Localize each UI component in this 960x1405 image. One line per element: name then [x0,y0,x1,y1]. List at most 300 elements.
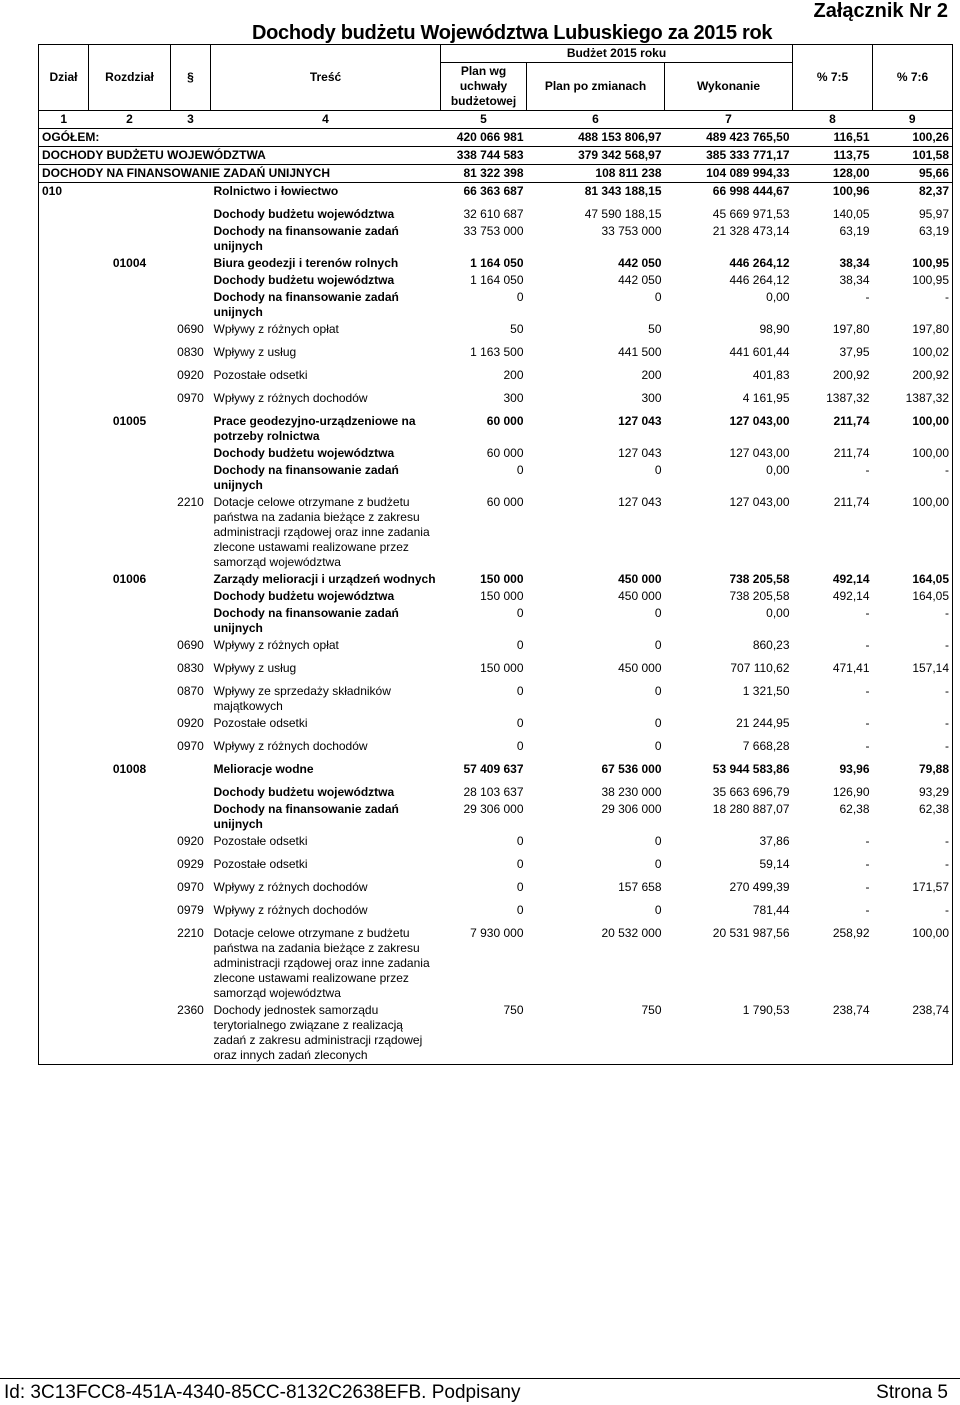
pct-7-6-value: 200,92 [873,367,953,384]
tresc-cell: Dochody na finansowanie zadań unijnych [213,290,399,319]
paragraf-cell: 0920 [177,368,204,382]
tresc-cell: Wpływy z różnych dochodów [213,880,368,894]
wykonanie-value: 20 531 987,56 [712,926,790,940]
wykonanie-value: 127 043,00 [729,495,790,509]
plan-po-zmianach-value: 108 811 238 [527,165,665,183]
paragraf-cell [171,445,211,462]
pct-7-6-value: 100,95 [873,272,953,289]
dzial-cell [39,588,89,605]
wykonanie-value: 21 244,95 [736,716,790,730]
pct-7-6-value: 157,14 [873,660,953,677]
par-row [39,494,953,571]
plan-po-zmianach-value: 0 [654,463,662,477]
rozdzial-cell [89,206,171,223]
tresc-cell: Pozostałe odsetki [213,716,308,730]
plan-po-zmianach-value: 67 536 000 [601,762,662,776]
plan-po-zmianach-value: 0 [654,684,662,698]
colnum: 5 [441,111,527,129]
pct-7-5-value: 211,74 [833,446,870,460]
plan-uchwaly-value: 0 [516,463,524,477]
tresc-cell: Wpływy z różnych opłat [213,638,339,652]
plan-po-zmianach-value: 38 230 000 [601,785,662,799]
plan-uchwaly-value: 60 000 [486,446,524,460]
header-wykonanie: Wykonanie [665,63,793,111]
tresc-cell: Dochody budżetu województwa [213,273,395,287]
rozdzial-cell [89,344,171,361]
plan-po-zmianach-value: 20 532 000 [601,926,662,940]
wykonanie-value: 66 998 444,67 [712,184,790,198]
summary-label: DOCHODY BUDŻETU WOJEWÓDZTWA [39,147,441,165]
dzial-cell [39,413,89,445]
summary-label: OGÓŁEM: [39,129,441,147]
dzial-cell [39,902,89,919]
pct-7-6-value: - [873,605,953,637]
dzial-cell [39,289,89,321]
summary-label: DOCHODY NA FINANSOWANIE ZADAŃ UNIJNYCH [39,165,441,183]
tresc-cell: Wpływy ze sprzedaży składników majątkowych [213,684,391,713]
paragraf-cell: 0970 [177,880,204,894]
pct-7-5-value: - [865,834,870,848]
dzial-cell [39,255,89,272]
plan-uchwaly-value: 300 [503,391,524,405]
plan-uchwaly-value: 32 610 687 [463,207,524,221]
plan-po-zmianach-value: 442 050 [618,273,662,287]
pct-7-6-value: 100,26 [873,129,953,147]
plan-uchwaly-value: 1 164 050 [470,273,524,287]
paragraf-cell [171,462,211,494]
tresc-cell: Dotacje celowe otrzymane z budżetu państwa na zadania bieżące z zakresu administracji rządowej oraz inne zadania zlecone ustawami realizowane przez samorząd województwa [213,926,430,1000]
plan-uchwaly-value: 200 [503,368,524,382]
plan-po-zmianach-value: 29 306 000 [601,802,662,816]
pct-7-6-value: 100,00 [873,413,953,445]
plan-po-zmianach-value: 157 658 [618,880,662,894]
header-rozdzial: Rozdział [89,45,171,111]
dzial-cell [39,637,89,654]
plan-uchwaly-value: 81 322 398 [441,165,527,183]
pct-7-5-value: 62,38 [839,802,870,816]
plan-uchwaly-value: 0 [516,857,524,871]
paragraf-cell: 0920 [177,834,204,848]
plan-po-zmianach-value: 0 [654,834,662,848]
wykonanie-value: 860,23 [752,638,790,652]
tresc-cell: Dochody budżetu województwa [213,785,395,799]
rozdzial-cell [89,605,171,637]
tresc-cell: Melioracje wodne [213,762,314,776]
plan-po-zmianach-value: 127 043 [618,495,662,509]
budget-table [38,44,953,1065]
plan-uchwaly-value: 0 [516,716,524,730]
plan-uchwaly-value: 0 [516,903,524,917]
wykonanie-value: 4 161,95 [742,391,790,405]
tresc-cell: Dochody jednostek samorządu terytorialnego związane z realizacją zadań z zakresu administracji rządowej oraz innych zadań zleconych [211,1002,441,1065]
pct-7-5-value: 197,80 [832,322,870,336]
par-row [39,660,953,677]
plan-uchwaly-value: 60 000 [486,495,524,509]
wykonanie-value: 0,00 [766,606,790,620]
paragraf-cell: 2210 [177,926,204,940]
dzial-cell [39,715,89,732]
pct-7-6-value: 171,57 [873,879,953,896]
plan-uchwaly-value: 7 930 000 [470,926,524,940]
rozdzial-cell [89,784,171,801]
plan-uchwaly-value: 0 [516,880,524,894]
pct-7-5-value: - [865,857,870,871]
dzial-cell [39,856,89,873]
wykonanie-value: 21 328 473,14 [712,224,790,238]
plan-uchwaly-value: 0 [516,834,524,848]
pct-7-6-value: 93,29 [873,784,953,801]
wykonanie-value: 98,90 [759,322,790,336]
plan-po-zmianach-value: 50 [648,322,662,336]
paragraf-cell: 0920 [177,716,204,730]
wykonanie-value: 35 663 696,79 [712,785,790,799]
plan-uchwaly-value: 1 164 050 [470,256,524,270]
rozdzial-cell [89,321,171,338]
dzial-cell [39,390,89,407]
par-row [39,1002,953,1065]
pct-7-5-value: 471,41 [832,661,870,675]
pct-7-6-value: - [873,833,953,850]
document-id: Id: 3C13FCC8-451A-4340-85CC-8132C2638EFB. Podpisany [4,1382,521,1403]
rozdzial-cell [89,1002,171,1065]
plan-uchwaly-value: 420 066 981 [441,129,527,147]
pct-7-5-value: 492,14 [832,589,870,603]
plan-uchwaly-value: 150 000 [480,572,524,586]
dzial-cell [39,206,89,223]
paragraf-cell [171,571,211,588]
paragraf-cell: 0690 [177,638,204,652]
colnum: 8 [793,111,873,129]
summary-row [39,165,953,183]
rozdzial-cell: 01005 [112,414,147,428]
paragraf-cell: 0979 [177,903,204,917]
paragraf-cell: 0929 [177,857,204,871]
pct-7-5-value: 1387,32 [826,391,870,405]
par-row [39,925,953,1002]
paragraf-cell: 0690 [177,322,204,336]
plan-po-zmianach-value: 0 [654,606,662,620]
paragraf-cell: 0970 [177,739,204,753]
pct-7-6-value: 82,37 [873,183,953,201]
plan-uchwaly-value: 0 [516,290,524,304]
plan-uchwaly-value: 0 [516,739,524,753]
pct-7-6-value: 95,66 [873,165,953,183]
pct-7-5-value: 200,92 [832,368,870,382]
plan-uchwaly-value: 57 409 637 [463,762,524,776]
rozdzial-cell [89,856,171,873]
pct-7-6-value: - [873,637,953,654]
page-title: Dochody budżetu Województwa Lubuskiego za 2015 rok [252,22,773,44]
plan-po-zmianach-value: 750 [527,1002,665,1065]
tresc-cell: Wpływy z usług [213,661,297,675]
pct-7-5-value: 116,51 [793,129,873,147]
plan-uchwaly-value: 150 000 [480,589,524,603]
rozdzial-cell [89,494,171,571]
pct-7-5-value: 37,95 [839,345,870,359]
pct-7-5-value: 258,92 [832,926,870,940]
dzial-cell [39,738,89,755]
colnum: 2 [89,111,171,129]
plan-uchwaly-value: 33 753 000 [463,224,524,238]
tresc-cell: Dochody budżetu województwa [213,589,395,603]
wykonanie-value: 270 499,39 [729,880,790,894]
plan-po-zmianach-value: 0 [654,638,662,652]
plan-uchwaly-value: 150 000 [480,661,524,675]
paragraf-cell [171,761,211,778]
plan-uchwaly-value: 0 [516,606,524,620]
wykonanie-value: 37,86 [759,834,790,848]
wykonanie-value: 0,00 [766,290,790,304]
pct-7-6-value: 100,00 [873,445,953,462]
dzial-cell [39,683,89,715]
wykonanie-value: 738 205,58 [729,572,790,586]
dzial-cell [39,1002,89,1065]
tresc-cell: Wpływy z usług [213,345,297,359]
annex-label: Załącznik Nr 2 [813,0,948,22]
rozdzial-cell [89,588,171,605]
tresc-cell: Wpływy z różnych dochodów [213,391,368,405]
colnum: 9 [873,111,953,129]
wykonanie-value: 7 668,28 [742,739,790,753]
wykonanie-value: 781,44 [752,903,790,917]
rozdzial-cell: 01008 [112,762,147,776]
tresc-cell: Pozostałe odsetki [213,857,308,871]
pct-7-5-value: - [865,684,870,698]
pct-7-5-value: 38,34 [839,273,870,287]
rozdzial-cell [89,715,171,732]
wykonanie-value: 59,14 [759,857,790,871]
tresc-cell: Pozostałe odsetki [213,368,308,382]
plan-po-zmianach-value: 47 590 188,15 [584,207,662,221]
pct-7-5-value: - [865,739,870,753]
sub-row [39,445,953,462]
tresc-cell: Rolnictwo i łowiectwo [213,184,339,198]
pct-7-6-value: 79,88 [873,761,953,778]
plan-po-zmianach-value: 0 [654,857,662,871]
rozdzial-cell [89,683,171,715]
rozdzial-cell [89,183,171,201]
dzial-cell [39,833,89,850]
colnum: 6 [527,111,665,129]
par-row [39,738,953,755]
wykonanie-value: 0,00 [766,463,790,477]
pct-7-5-value: 140,05 [832,207,870,221]
plan-uchwaly-value: 66 363 687 [463,184,524,198]
tresc-cell: Pozostałe odsetki [213,834,308,848]
plan-po-zmianach-value: 81 343 188,15 [584,184,662,198]
sub-row [39,289,953,321]
rozdzial-cell [89,289,171,321]
dzial-cell [39,321,89,338]
sub-row [39,462,953,494]
wykonanie-value: 45 669 971,53 [712,207,790,221]
pct-7-5-value: - [865,290,870,304]
colnum: 4 [211,111,441,129]
pct-7-5-value: - [865,903,870,917]
page-number: Strona 5 [876,1382,948,1403]
rozdzial-cell [89,925,171,1002]
wykonanie-value: 127 043,00 [729,414,790,428]
plan-po-zmianach-value: 0 [654,290,662,304]
colnum: 7 [665,111,793,129]
wykonanie-value: 707 110,62 [730,661,790,675]
header-plan-po-zmianach: Plan po zmianach [527,63,665,111]
dzial-cell [39,367,89,384]
plan-po-zmianach-value: 33 753 000 [601,224,662,238]
tresc-cell: Prace geodezyjno-urządzeniowe na potrzeby rolnictwa [213,414,416,443]
sub-row [39,784,953,801]
pct-7-6-value: - [873,715,953,732]
footer-divider [0,1378,960,1379]
plan-uchwaly-value: 60 000 [486,414,524,428]
paragraf-cell: 0830 [177,345,204,359]
sub-row [39,206,953,223]
plan-po-zmianach-value: 0 [654,903,662,917]
dzial-row [39,183,953,201]
plan-po-zmianach-value: 127 043 [618,446,662,460]
paragraf-cell [171,588,211,605]
sub-row [39,801,953,833]
plan-uchwaly-value: 1 163 500 [470,345,524,359]
pct-7-5-value: - [865,606,870,620]
wykonanie-value: 385 333 771,17 [665,147,793,165]
pct-7-6-value: 101,58 [873,147,953,165]
paragraf-cell [171,784,211,801]
rozdzial-cell: 01004 [112,256,147,270]
par-row [39,367,953,384]
pct-7-6-value: - [873,683,953,715]
plan-po-zmianach-value: 0 [654,716,662,730]
rozdzial-row [39,571,953,588]
rozdzial-cell [89,660,171,677]
plan-uchwaly-value: 29 306 000 [463,802,524,816]
tresc-cell: Dochody na finansowanie zadań unijnych [213,224,399,253]
dzial-cell [39,272,89,289]
dzial-cell [39,344,89,361]
plan-po-zmianach-value: 488 153 806,97 [527,129,665,147]
wykonanie-value: 738 205,58 [729,589,790,603]
rozdzial-cell [89,390,171,407]
plan-po-zmianach-value: 200 [641,368,662,382]
plan-uchwaly-value: 750 [441,1002,527,1065]
tresc-cell: Dochody na finansowanie zadań unijnych [213,802,399,831]
pct-7-5-value: - [865,880,870,894]
sub-row [39,588,953,605]
plan-po-zmianach-value: 442 050 [618,256,662,270]
pct-7-6-value: - [873,856,953,873]
paragraf-cell [171,272,211,289]
rozdzial-cell [89,879,171,896]
pct-7-5-value: 126,90 [832,785,870,799]
pct-7-5-value: 128,00 [793,165,873,183]
plan-po-zmianach-value: 300 [641,391,662,405]
wykonanie-value: 127 043,00 [729,446,790,460]
tresc-cell: Zarządy melioracji i urządzeń wodnych [213,572,436,586]
plan-po-zmianach-value: 441 500 [618,345,662,359]
plan-uchwaly-value: 28 103 637 [463,785,524,799]
header-budget-group: Budżet 2015 roku [441,45,793,63]
pct-7-5-value: 63,19 [839,224,870,238]
rozdzial-cell [89,902,171,919]
plan-po-zmianach-value: 0 [654,739,662,753]
rozdzial-cell [89,738,171,755]
wykonanie-value: 441 601,44 [729,345,790,359]
rozdzial-row [39,255,953,272]
tresc-cell: Dochody na finansowanie zadań unijnych [213,606,399,635]
sub-row [39,272,953,289]
pct-7-6-value: 100,00 [873,925,953,1002]
tresc-cell: Wpływy z różnych dochodów [213,739,368,753]
tresc-cell: Dochody na finansowanie zadań unijnych [213,463,399,492]
wykonanie-value: 1 790,53 [665,1002,793,1065]
wykonanie-value: 104 089 994,33 [665,165,793,183]
dzial-cell: 010 [39,183,89,201]
plan-uchwaly-value: 338 744 583 [441,147,527,165]
pct-7-5-value: 100,96 [832,184,870,198]
paragraf-cell [171,255,211,272]
pct-7-5-value: 211,74 [833,414,870,428]
dzial-cell [39,462,89,494]
dzial-cell [39,223,89,255]
dzial-cell [39,494,89,571]
wykonanie-value: 1 321,50 [742,684,790,698]
pct-7-6-value: 95,97 [873,206,953,223]
pct-7-5-value: 38,34 [839,256,870,270]
pct-7-6-value: 164,05 [873,571,953,588]
par-row [39,344,953,361]
tresc-cell: Biura geodezji i terenów rolnych [213,256,399,270]
rozdzial-row [39,761,953,778]
par-row [39,390,953,407]
pct-7-5-value: 492,14 [832,572,870,586]
pct-7-5-value: - [865,463,870,477]
dzial-cell [39,925,89,1002]
plan-uchwaly-value: 0 [516,638,524,652]
wykonanie-value: 401,83 [752,368,790,382]
pct-7-5-value: 211,74 [833,495,870,509]
rozdzial-cell [89,833,171,850]
header-pct-7-6: % 7:6 [873,45,953,111]
par-row [39,715,953,732]
pct-7-5-value: - [865,716,870,730]
header-paragraph-sign: § [171,45,211,111]
tresc-cell: Dochody budżetu województwa [213,446,395,460]
column-numbers-row [39,111,953,129]
paragraf-cell [171,183,211,201]
par-row [39,902,953,919]
colnum: 3 [171,111,211,129]
header-row-1 [39,45,953,63]
paragraf-cell: 0830 [177,661,204,675]
rozdzial-row [39,413,953,445]
plan-po-zmianach-value: 450 000 [618,572,662,586]
paragraf-cell [171,605,211,637]
par-row [39,879,953,896]
par-row [39,683,953,715]
wykonanie-value: 446 264,12 [729,256,790,270]
tresc-cell: Dotacje celowe otrzymane z budżetu państwa na zadania bieżące z zakresu administracji rządowej oraz inne zadania zlecone ustawami realizowane przez samorząd województwa [213,495,430,569]
dzial-cell [39,801,89,833]
pct-7-6-value: 100,95 [873,255,953,272]
sub-row [39,223,953,255]
pct-7-6-value: 197,80 [873,321,953,338]
paragraf-cell: 0970 [177,391,204,405]
paragraf-cell [171,801,211,833]
pct-7-6-value: 63,19 [873,223,953,255]
pct-7-6-value: 238,74 [873,1002,953,1065]
rozdzial-cell [89,637,171,654]
plan-po-zmianach-value: 450 000 [618,589,662,603]
